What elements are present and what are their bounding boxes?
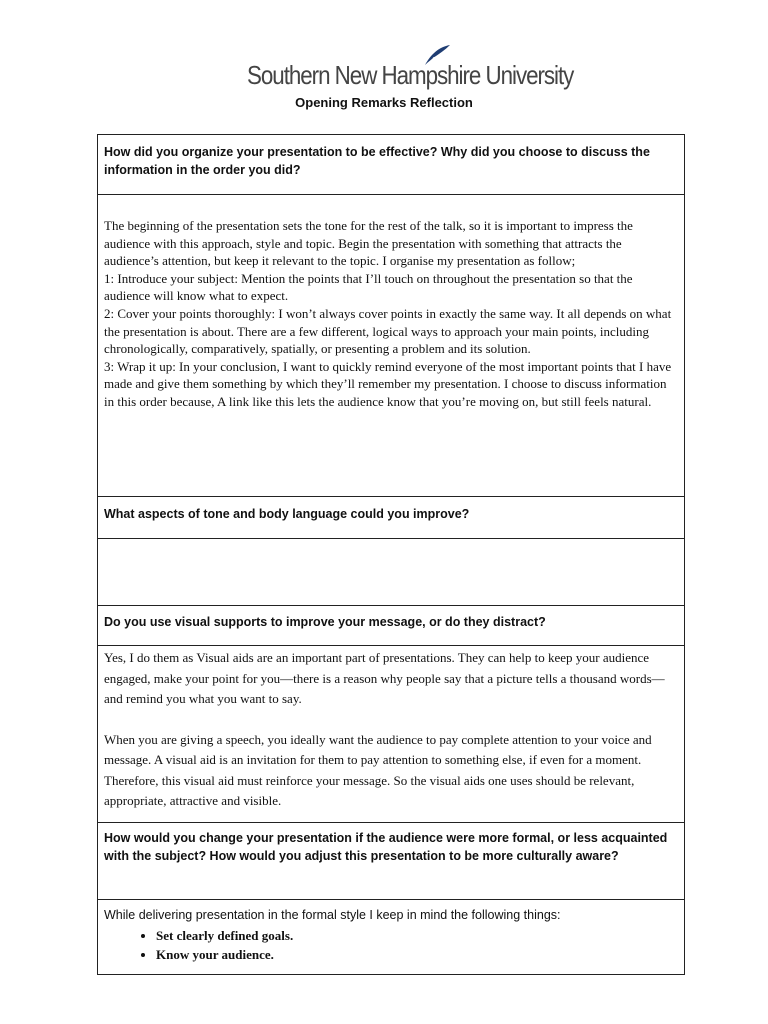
answer-row-4 <box>98 900 685 975</box>
answer-1-point-3: 3: Wrap it up: In your conclusion, I want to quickly remind everyone of the most important points that I have made and give them something by which they’ll remember my presentation. I choose to discuss information in this order because, A link like this lets the audience know that you’re moving on, but still feels natural. <box>104 358 672 409</box>
answer-1-point-1: 1: Introduce your subject: Mention the points that I’ll touch on throughout the presentation so that the audience will know what to expect. <box>104 270 633 304</box>
question-row-3 <box>98 606 685 646</box>
university-logo <box>247 44 574 92</box>
answer-4-intro: While delivering presentation in the formal style I keep in mind the following things: <box>104 908 561 922</box>
answer-row-2 <box>98 539 685 606</box>
question-1: How did you organize your presentation to be effective? Why did you choose to discuss the information in the order you did? <box>98 135 685 195</box>
university-name: Southern New Hampshire University <box>247 60 574 90</box>
answer-2 <box>98 539 685 606</box>
question-4: How would you change your presentation if the audience were more formal, or less acquainted with the subject? How would you adjust this presentation to be more culturally aware? <box>98 823 685 900</box>
list-item: • Know your audience. <box>156 945 678 964</box>
answer-3 <box>98 646 685 823</box>
question-2: What aspects of tone and body language could you improve? <box>98 497 685 539</box>
answer-4 <box>98 900 685 975</box>
question-row-1 <box>98 135 685 195</box>
answer-3-paragraph-2: When you are giving a speech, you ideally want the audience to pay complete attention to your voice and message. A visual aid is an invitation for them to pay attention to something else, if even for a moment. Therefore, this visual aid must reinforce your message. So the visual aids one uses should be relevant, appropriate, attractive and visible. <box>104 731 652 808</box>
answer-1-intro: The beginning of the presentation sets the tone for the rest of the talk, so it is important to impress the audience with this approach, style and topic. Begin the presentation with something that attracts the audience’s attention, but keep it relevant to the topic. I organise my presentation as follow; <box>104 218 633 269</box>
list-item: • Set clearly defined goals. <box>156 926 678 945</box>
question-row-4 <box>98 823 685 900</box>
reflection-table <box>97 134 685 975</box>
answer-3-paragraph-1: Yes, I do them as Visual aids are an important part of presentations. They can help to keep your audience engaged, make your point for you—there is a reason why people say that a picture tells a thousand words—and remind you what you want to say. <box>104 650 665 706</box>
answer-1 <box>98 195 685 497</box>
question-3: Do you use visual supports to improve your message, or do they distract? <box>98 606 685 646</box>
answer-4-bullet-list <box>104 926 678 964</box>
answer-1-point-2: 2: Cover your points thoroughly: I won’t always cover points in exactly the same way. It all depends on what the presentation is about. There are a few different, logical ways to approach your main points, including chronologically, comparatively, spatially, or presenting a problem and its solution. <box>104 305 672 357</box>
question-row-2 <box>98 497 685 539</box>
answer-row-1 <box>98 195 685 497</box>
answer-row-3 <box>98 646 685 823</box>
document-title: Opening Remarks Reflection <box>295 95 473 110</box>
quill-icon <box>423 44 451 66</box>
